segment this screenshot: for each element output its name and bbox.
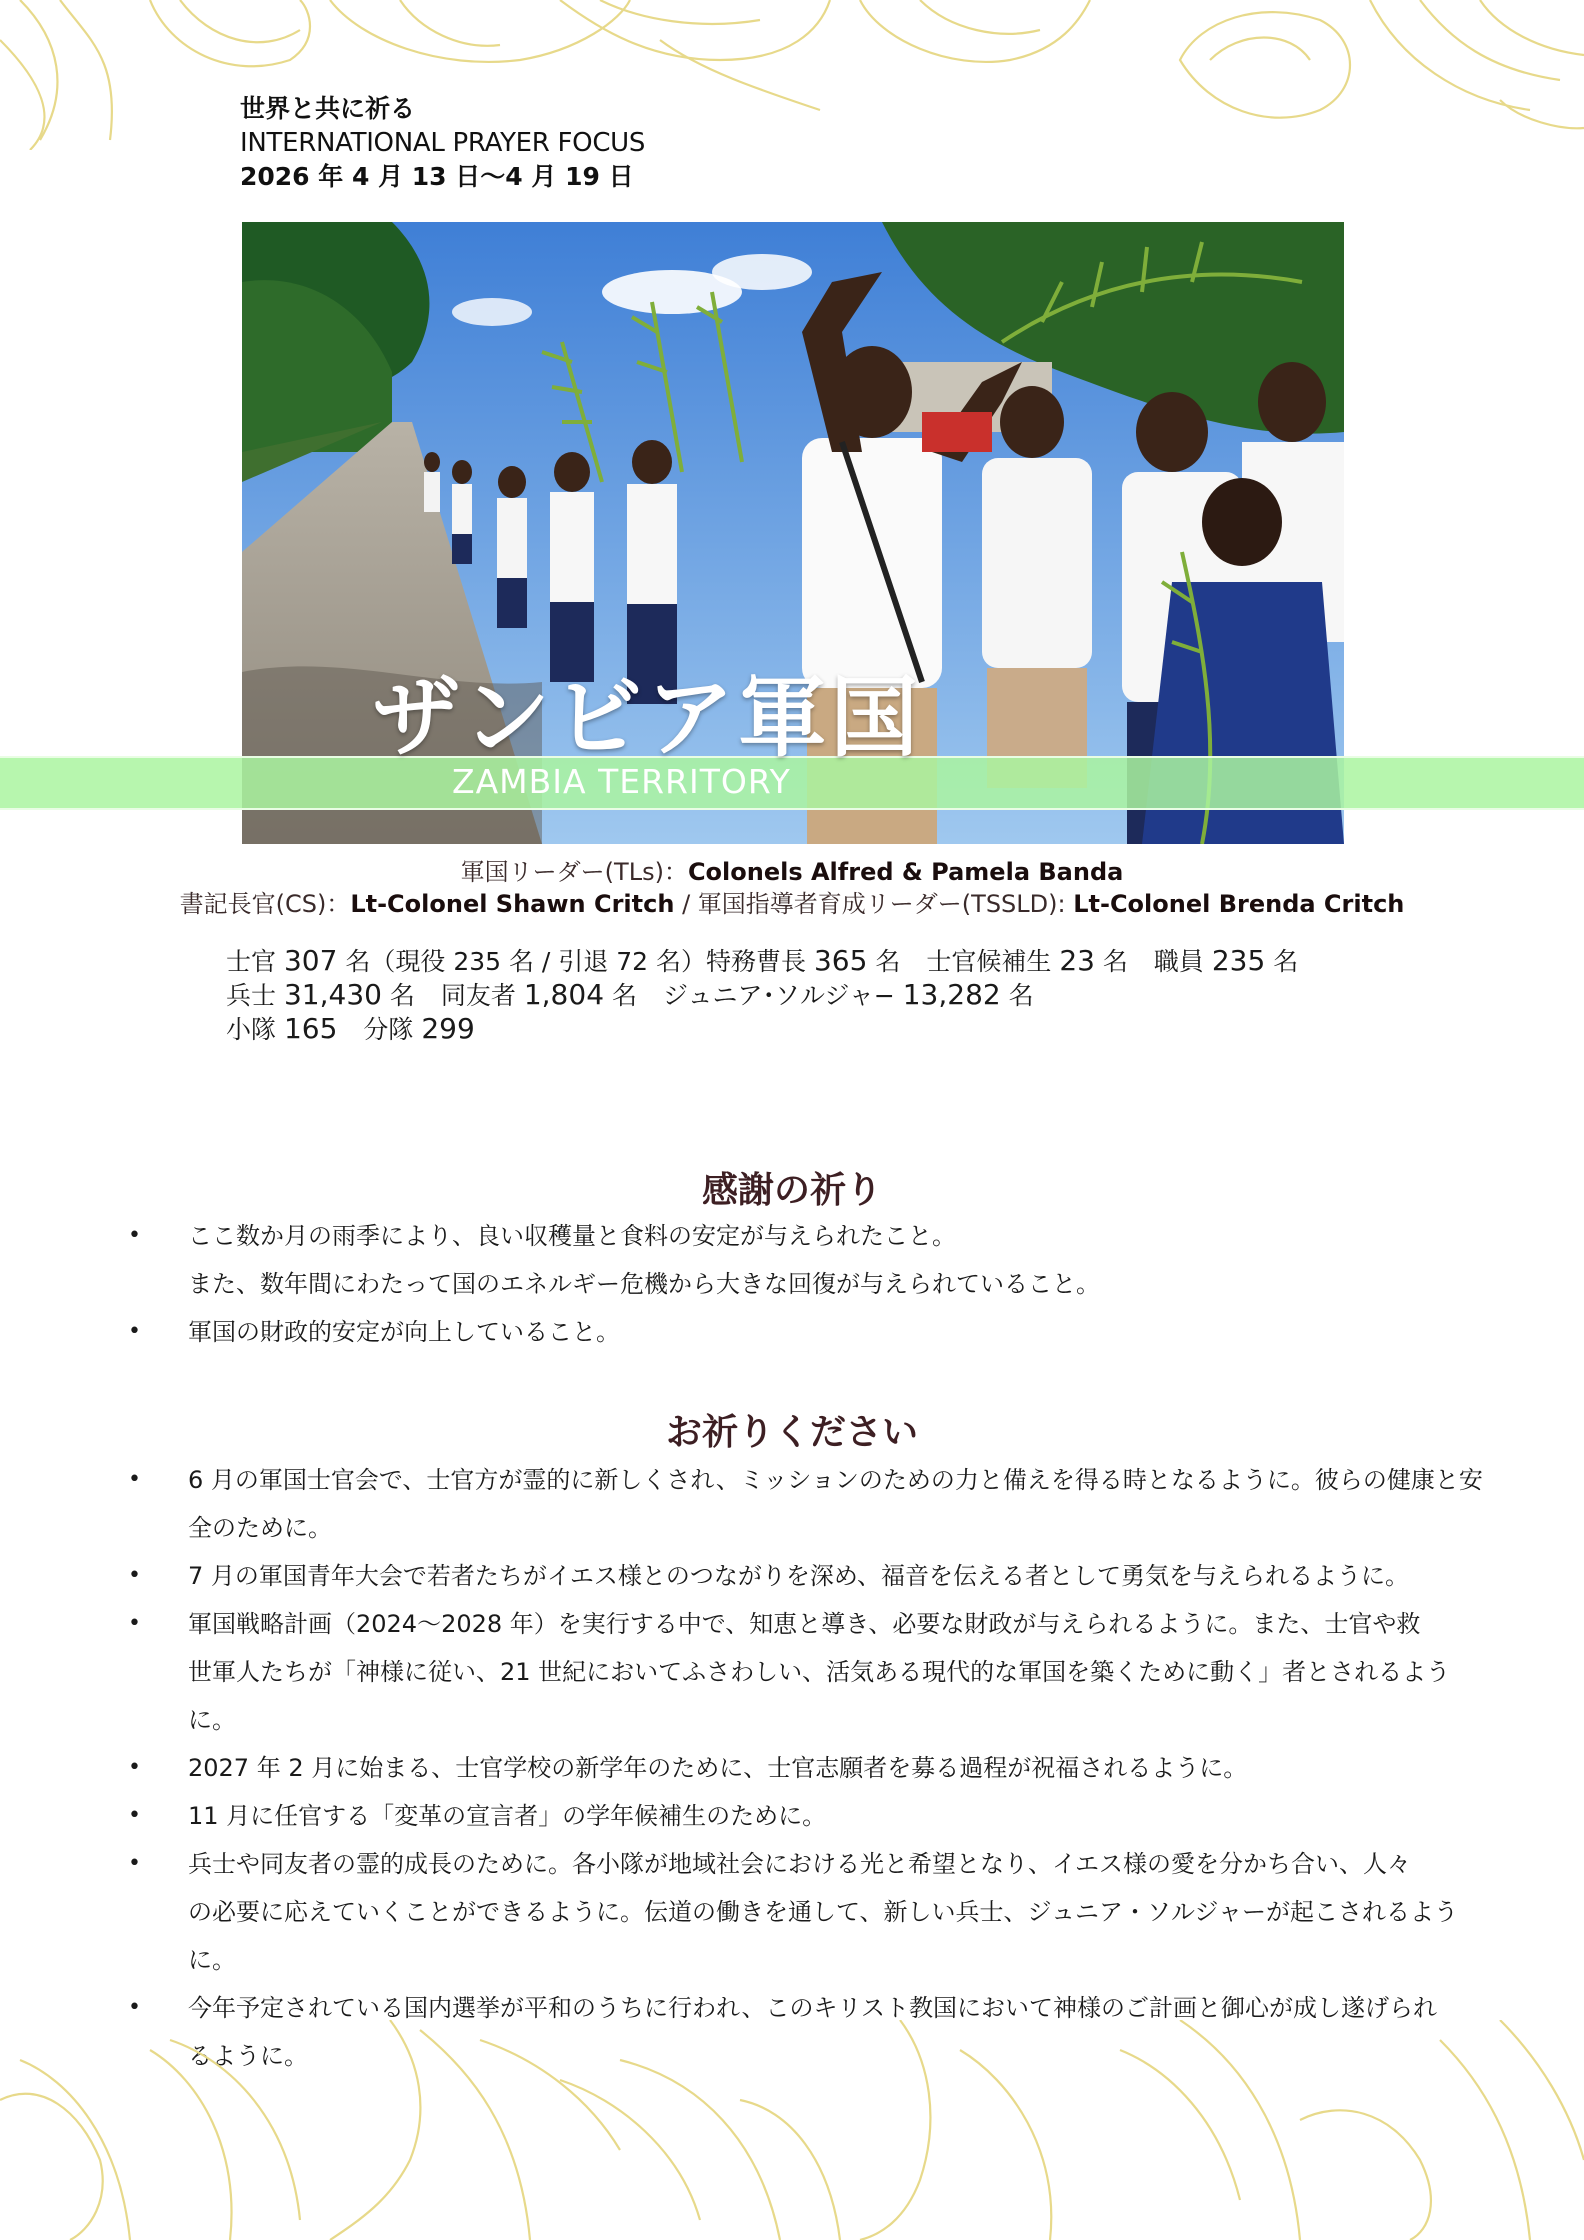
list-item xyxy=(0,1552,1488,1600)
list-item xyxy=(0,1456,1488,1552)
stat-adherents-label: 同友者 xyxy=(440,981,516,1010)
stat-officers-label: 士官 xyxy=(226,947,277,976)
item-text: 軍国の財政的安定が向上していること。 xyxy=(188,1318,620,1346)
secretary-leaders xyxy=(0,884,1584,919)
stat-adherents-unit: 名 xyxy=(611,981,637,1010)
pray-list xyxy=(0,1456,1488,2080)
tl-names: Colonels Alfred & Pamela Banda xyxy=(687,858,1124,886)
list-item xyxy=(0,1212,1488,1308)
stats-row-2 xyxy=(226,978,1298,1012)
floral-decoration-bottom xyxy=(0,2020,1584,2240)
item-text: 11 月に任官する「変革の宣言者」の学年候補生のために。 xyxy=(188,1802,827,1830)
header-date-range: 2026 年 4 月 13 日～4 月 19 日 xyxy=(240,162,634,191)
tl-label: 軍国リーダー(TLs)： xyxy=(460,858,688,886)
stat-junior-label: ジュニア･ソルジャ− xyxy=(662,981,895,1010)
tssld-name: Lt-Colonel Brenda Critch xyxy=(1073,890,1405,918)
item-text: 7 月の軍国青年大会で若者たちがイエス様とのつながりを深め、福音を伝える者として勇気を与えられるように。 xyxy=(188,1562,1409,1590)
territory-title-jp: ザンビア軍国 xyxy=(372,666,923,769)
stat-envoys-label: 特務曹長 xyxy=(706,947,807,976)
list-item xyxy=(0,1792,1488,1840)
item-text: ここ数か月の雨季により、良い収穫量と食料の安定が与えられたこと。 xyxy=(188,1222,956,1250)
stat-outposts-label: 分隊 xyxy=(363,1015,414,1044)
thanks-heading: 感謝の祈り xyxy=(701,1170,882,1211)
stat-officers-unit: 名（現役 235 名 / 引退 72 名） xyxy=(345,947,707,976)
floral-decoration-top xyxy=(0,0,1584,150)
list-item xyxy=(0,1744,1488,1792)
item-text-cont: また、数年間にわたって国のエネルギー危機から大きな回復が与えられていること。 xyxy=(188,1270,1100,1298)
bullet-icon: • xyxy=(128,1995,141,2020)
item-text: 兵士や同友者の霊的成長のために。各小隊が地域社会における光と希望となり、イエス様の愛を分かち合い、人々 xyxy=(188,1850,1412,1878)
stats-row-3 xyxy=(226,1012,1298,1046)
item-text-cont: の必要に応えていくことができるように。伝道の働きを通して、新しい兵士、ジュニア・ソルジャーが起こされるように。 xyxy=(188,1898,1458,1974)
stat-corps-value: 165 xyxy=(283,1012,338,1045)
bullet-icon: • xyxy=(128,1319,141,1344)
list-item xyxy=(0,1308,1488,1356)
stat-soldiers-label: 兵士 xyxy=(226,981,277,1010)
stat-cadets-label: 士官候補生 xyxy=(926,947,1052,976)
stat-cadets-unit: 名 xyxy=(1102,947,1128,976)
item-text-cont: 世軍人たちが「神様に従い、21 世紀においてふさわしい、活気ある現代的な軍国を築くために動く」者とされるように。 xyxy=(188,1658,1451,1734)
territory-statistics xyxy=(226,944,1298,1046)
territory-title-en: ZAMBIA TERRITORY xyxy=(452,762,791,801)
stat-soldiers-value: 31,430 xyxy=(283,978,382,1011)
stat-envoys-value: 365 xyxy=(813,944,868,977)
territorial-leaders xyxy=(0,852,1584,887)
stat-employees-unit: 名 xyxy=(1273,947,1299,976)
bullet-icon: • xyxy=(128,1611,141,1636)
stat-corps-label: 小隊 xyxy=(226,1015,277,1044)
stat-employees-value: 235 xyxy=(1211,944,1266,977)
bullet-icon: • xyxy=(128,1467,141,1492)
item-text-cont: るように。 xyxy=(188,2042,308,2070)
header-title-en: INTERNATIONAL PRAYER FOCUS xyxy=(240,128,646,158)
bullet-icon: • xyxy=(128,1755,141,1780)
stat-officers-value: 307 xyxy=(283,944,338,977)
leaders-separator: / xyxy=(674,890,698,918)
header-title-jp: 世界と共に祈る xyxy=(240,94,416,123)
stats-row-1 xyxy=(226,944,1298,978)
document-header xyxy=(240,92,645,194)
stat-outposts-value: 299 xyxy=(421,1012,475,1045)
item-text: 2027 年 2 月に始まる、士官学校の新学年のために、士官志願者を募る過程が祝福されるように。 xyxy=(188,1754,1248,1782)
bullet-icon: • xyxy=(128,1851,141,1876)
stat-cadets-value: 23 xyxy=(1059,944,1095,977)
item-text: 軍国戦略計画（2024～2028 年）を実行する中で、知恵と導き、必要な財政が与えられるように。また、士官や救 xyxy=(188,1610,1421,1638)
stat-adherents-value: 1,804 xyxy=(523,978,605,1011)
item-text: 6 月の軍国士官会で、士官方が霊的に新しくされ、ミッションのための力と備えを得る時となるように。彼らの健康と安 xyxy=(188,1466,1483,1494)
bullet-icon: • xyxy=(128,1223,141,1248)
stat-soldiers-unit: 名 xyxy=(389,981,415,1010)
bullet-icon: • xyxy=(128,1803,141,1828)
bullet-icon: • xyxy=(128,1563,141,1588)
stat-junior-unit: 名 xyxy=(1008,981,1034,1010)
list-item xyxy=(0,1600,1488,1744)
cs-name: Lt-Colonel Shawn Critch xyxy=(350,890,675,918)
tssld-label: 軍国指導者育成リーダー(TSSLD): xyxy=(697,890,1074,918)
stat-employees-label: 職員 xyxy=(1153,947,1204,976)
stat-envoys-unit: 名 xyxy=(875,947,901,976)
stat-junior-value: 13,282 xyxy=(902,978,1001,1011)
cs-label: 書記長官(CS)： xyxy=(179,890,351,918)
list-item xyxy=(0,1840,1488,1984)
pray-heading: お祈りください xyxy=(665,1412,918,1453)
thanks-list xyxy=(0,1212,1488,1356)
item-text: 今年予定されている国内選挙が平和のうちに行われ、このキリスト教国において神様のご計画と御心が成し遂げられ xyxy=(188,1994,1437,2022)
item-text-cont: 全のために。 xyxy=(188,1514,332,1542)
